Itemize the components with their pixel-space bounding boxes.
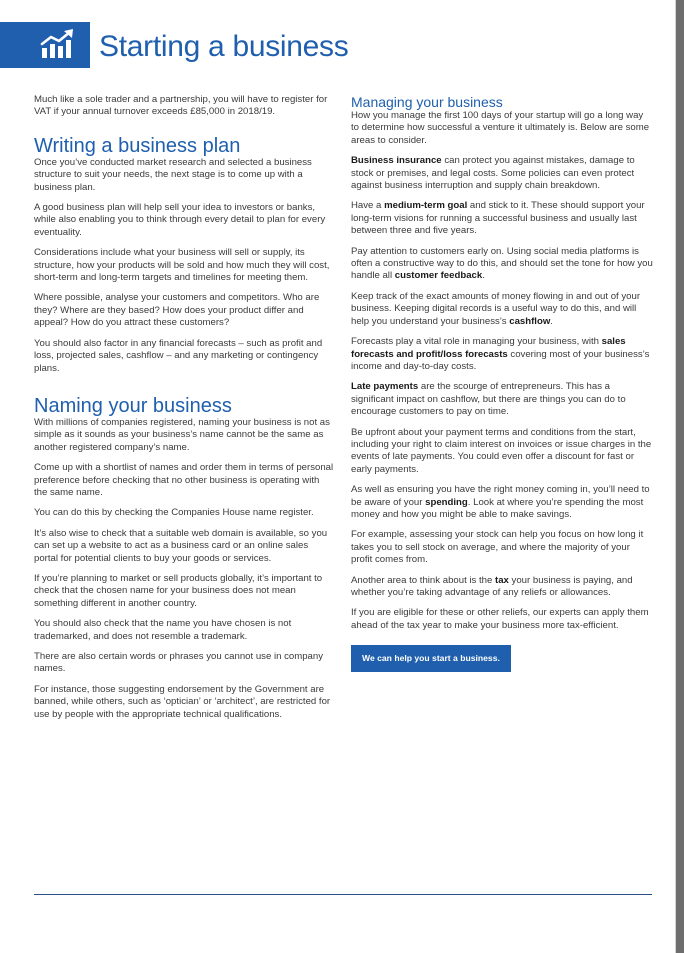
bold-term: cashflow (509, 315, 551, 327)
body-paragraph: Once you’ve conducted market research and selected a business structure to suit your needs, the next stage is to come up with a business plan. (34, 156, 312, 193)
body-paragraph: A good business plan will help sell your idea to investors or banks, while also enabling you to think through every detail to plan for every eventuality. (34, 202, 326, 238)
intro-paragraph: Much like a sole trader and a partnership, you will have to register for VAT if your annual turnover exceeds £85,000 in 2018/19. (34, 94, 328, 118)
page-edge-line (675, 0, 676, 953)
page-title: Starting a business (99, 30, 349, 63)
body-paragraph: You should also factor in any financial forecasts – such as profit and loss, projected sales, cashflow – and any marketing or contingency plans. (34, 337, 323, 374)
body-paragraph: Come up with a shortlist of names and order them in terms of personal preference before checking that no other business is operating with the same name. (34, 462, 334, 498)
body-paragraph: If you’re planning to market or sell products globally, it’s important to check that the chosen name for your business does not mean something different in another country. (34, 572, 323, 609)
right-column (351, 94, 653, 672)
bold-term: tax (495, 574, 509, 586)
bold-term: spending (425, 496, 468, 508)
bold-term: medium-term goal (384, 200, 468, 212)
bold-term: customer feedback (394, 270, 483, 282)
bold-term: sales forecasts and profit/loss forecasts (351, 336, 626, 360)
section-heading-business-plan: Writing a business plan (34, 134, 241, 157)
footer-divider (34, 894, 652, 895)
body-paragraph: Late payments are the scourge of entrepreneurs. This has a significant impact on cashflow, but there are things you can do to encourage customers to pay on time. (351, 381, 626, 418)
body-paragraph: Where possible, analyse your customers and competitors. Who are they? Where are they based? How does your product differ and appeal? How do you attract these customers? (34, 292, 320, 329)
body-paragraph: Pay attention to customers early on. Using social media platforms is often a constructive way to do this, and should set the tone for how you handle all customer feedback. (351, 245, 653, 282)
body-paragraph: For example, assessing your stock can help you focus on how long it takes you to sell stock on average, and where the majority of your profit comes from. (351, 529, 644, 566)
body-paragraph: You should also check that the name you have chosen is not trademarked, and does not resemble a trademark. (34, 618, 292, 642)
body-paragraph: How you manage the first 100 days of your startup will go a long way to determine how successful a venture it ultimately is. Below are some areas to consider. (351, 110, 650, 146)
body-paragraph: Have a medium-term goal and stick to it. These should support your long-term visions for running a successful business and usually last between three and five years. (351, 200, 645, 237)
body-paragraph: It’s also wise to check that a suitable web domain is available, so you can set up a website to act as a business card or an online sales portal for potential clients to buy your goods or services. (34, 527, 328, 564)
left-column (34, 94, 334, 729)
body-paragraph: For instance, those suggesting endorsement by the Government are banned, while others, such as ‘optician’ or ‘architect’, are restricted for use by people with the appropriate technical qualifications. (34, 683, 331, 720)
body-paragraph: Keep track of the exact amounts of money flowing in and out of your business. Keeping digital records is a useful way to do this, and will help you understand your business’s cashflow. (351, 290, 641, 327)
body-paragraph: Forecasts play a vital role in managing your business, with sales forecasts and profit/loss forecasts covering most of your business’s income and day-to-day costs. (351, 336, 650, 372)
body-paragraph: If you are eligible for these or other reliefs, our experts can apply them ahead of the tax year to make your business more tax-efficient. (351, 607, 649, 631)
header-logo-box (0, 22, 90, 68)
body-paragraph: Another area to think about is the tax your business is paying, and whether you’re taking advantage of any reliefs or allowances. (351, 574, 633, 598)
section-heading-naming: Naming your business (34, 394, 232, 417)
body-paragraph: As well as ensuring you have the right money coming in, you’ll need to be aware of your spending. Look at where you’re spending the most money and how you might be able to make savings. (351, 484, 650, 520)
bar-chart-up-arrow-icon (38, 29, 78, 61)
body-paragraph: You can do this by checking the Companies House name register. (34, 507, 314, 519)
section-heading-managing: Managing your business (351, 94, 503, 110)
body-paragraph: There are also certain words or phrases you cannot use in company names. (34, 651, 324, 675)
body-paragraph: Be upfront about your payment terms and conditions from the start, including your right to claim interest on invoices or issue charges in the events of late payments. You could even offer a discount for fast or early payments. (351, 426, 652, 475)
body-paragraph: With millions of companies registered, naming your business is not as simple as it sounds as your business’s name cannot be the same as another registered company’s name. (34, 416, 330, 453)
bold-term: Business insurance (351, 155, 442, 167)
page-edge (676, 0, 684, 953)
start-business-cta-button[interactable]: We can help you start a business. (351, 645, 511, 671)
bold-term: Late payments (351, 381, 419, 393)
body-paragraph: Considerations include what your business will sell or supply, its structure, how your products will be sold and how much they will cost, short-term and long-term targets and timelines for meeting them. (34, 247, 330, 284)
body-paragraph: Business insurance can protect you against mistakes, damage to stock or premises, and legal costs. Some policies can even protect against business interruption and supply chain breakdown. (351, 155, 635, 192)
